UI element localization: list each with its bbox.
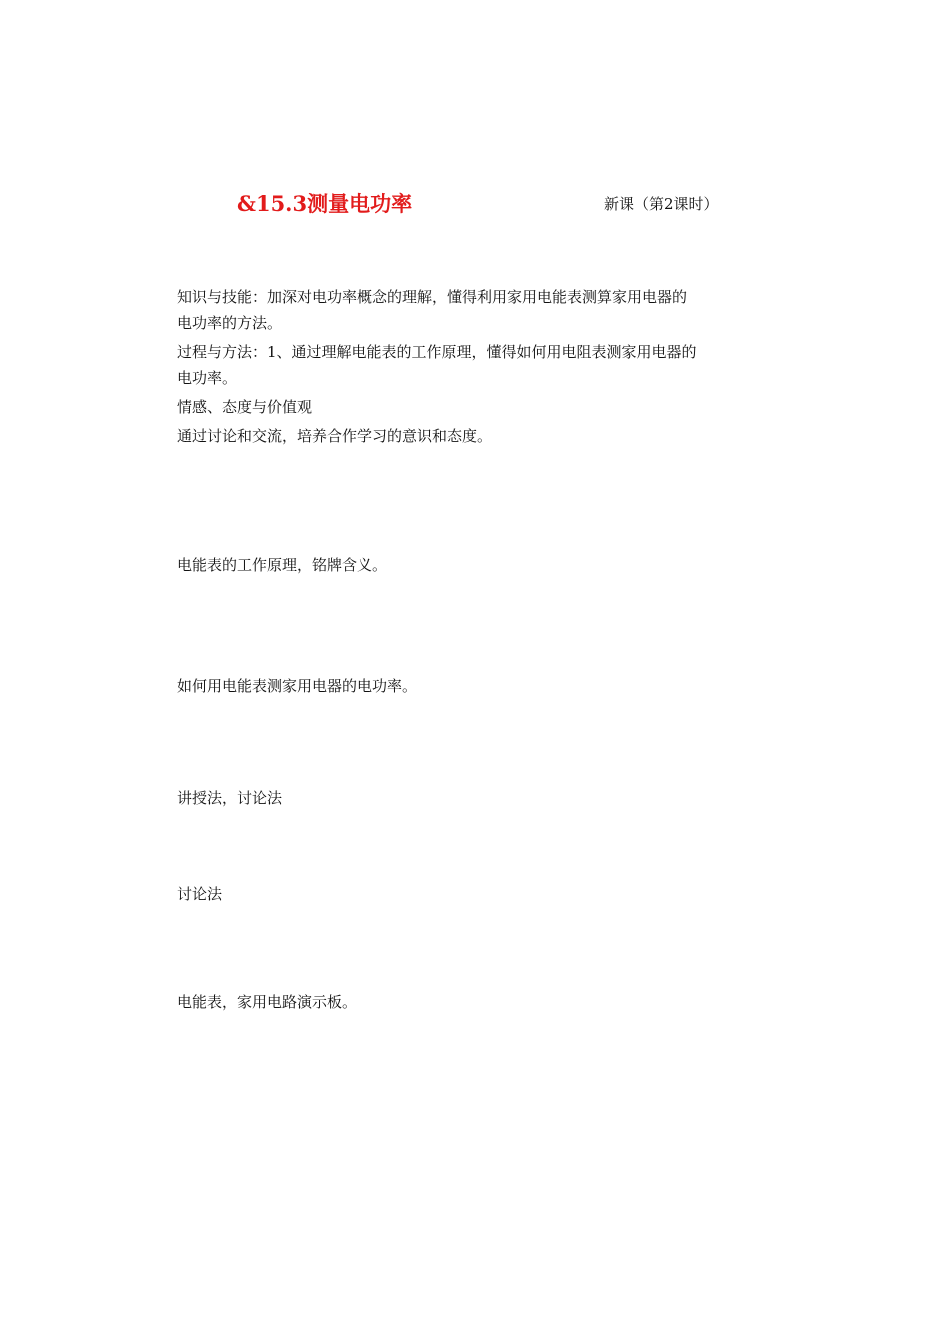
teaching-method: 讲授法，讨论法 bbox=[177, 789, 283, 807]
objective-emotion-heading: 情感、态度与价值观 bbox=[177, 398, 313, 416]
difficulties: 如何用电能表测家用电器的电功率。 bbox=[177, 677, 418, 695]
teaching-materials: 电能表，家用电路演示板。 bbox=[177, 993, 358, 1011]
objective-process-line2: 电功率。 bbox=[177, 369, 238, 387]
objective-process-line1: 过程与方法：1、通过理解电能表的工作原理，懂得如何用电阻表测家用电器的 bbox=[177, 343, 697, 361]
key-points: 电能表的工作原理，铭牌含义。 bbox=[177, 556, 388, 574]
lesson-session: 新课（第2课时） bbox=[604, 195, 719, 213]
objective-emotion-text: 通过讨论和交流，培养合作学习的意识和态度。 bbox=[177, 427, 493, 445]
objective-knowledge-line1: 知识与技能：加深对电功率概念的理解，懂得利用家用电能表测算家用电器的 bbox=[177, 288, 688, 306]
learning-method: 讨论法 bbox=[177, 885, 223, 903]
objective-knowledge-line2: 电功率的方法。 bbox=[177, 314, 283, 332]
lesson-title: &15.3测量电功率 bbox=[237, 191, 413, 216]
